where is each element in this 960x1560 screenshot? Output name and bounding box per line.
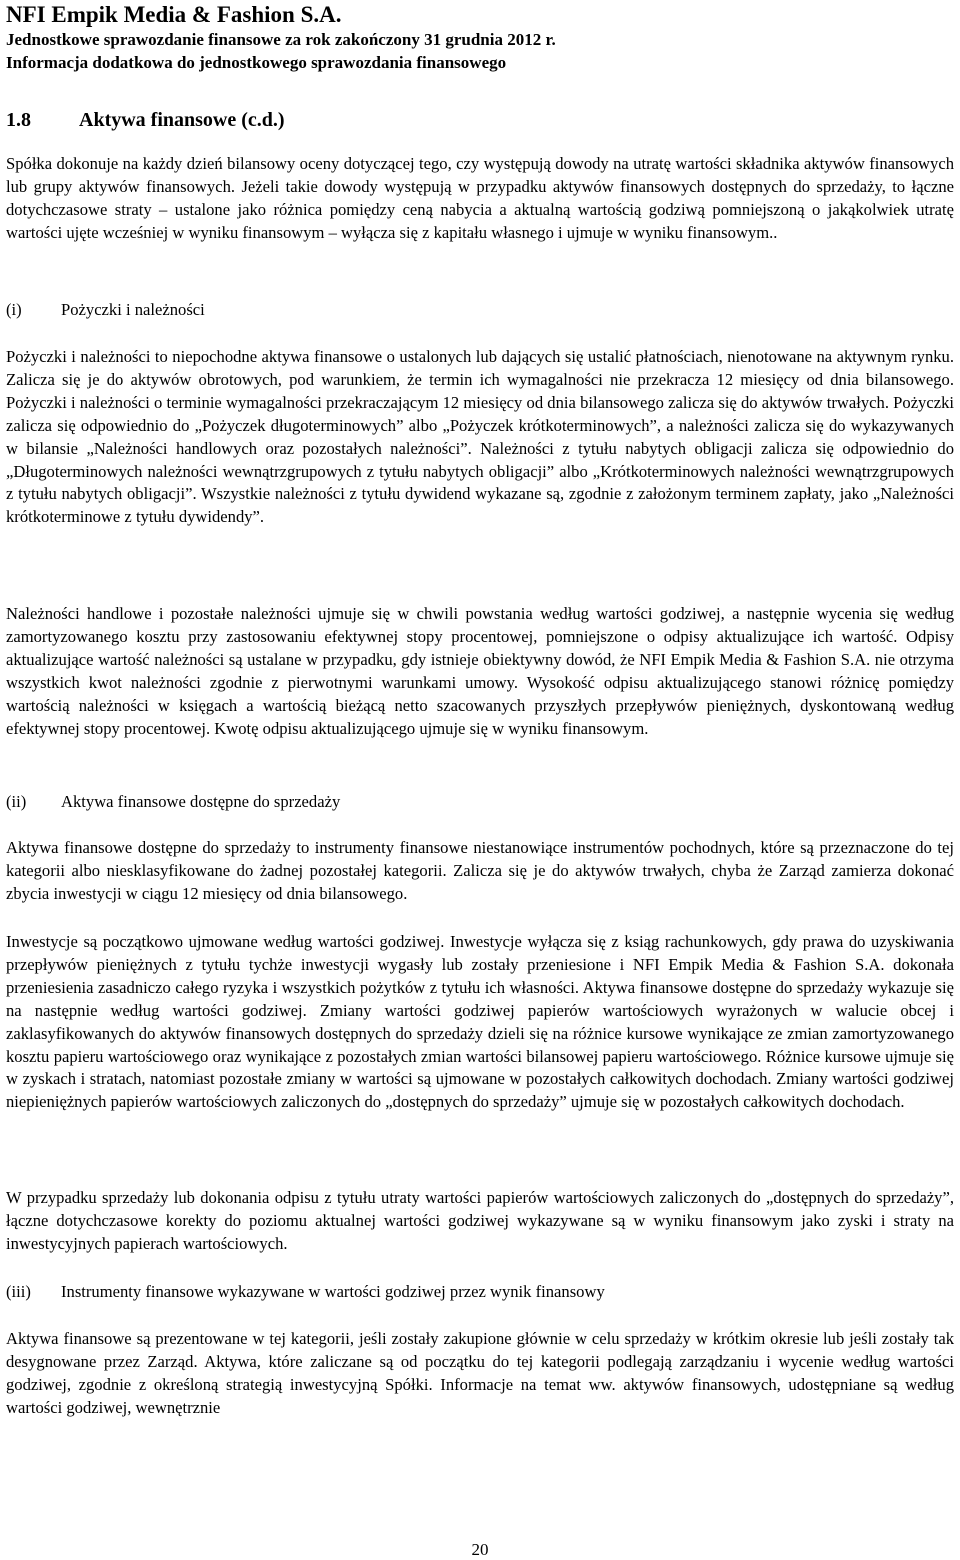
paragraph-fvtpl-1: Aktywa finansowe są prezentowane w tej kategorii, jeśli zostały zakupione głównie w celu sprzedaży w krótkim okresie lub jeśli zostały tak desygnowane przez Zarząd. Aktywa, które zaliczane są od początku do tej kategorii podlegają zarządzaniu i wycenie według wartości godziwej, zgodnie z określoną strategią inwestycyjną Spółki. Informacje na temat ww. aktywów finansowych, udostępniane są według wartości godziwej, wewnętrznie: [6, 1329, 954, 1417]
paragraph-loans-1: Pożyczki i należności to niepochodne aktywa finansowe o ustalonych lub dających się ustalić płatnościach, nienotowane na aktywnym rynku. Zalicza się je do aktywów obrotowych, pod warunkiem, że termin ich wymagalności nie przekracza 12 miesięcy od dnia bilansowego. Pożyczki i należności o terminie wymagalności przekraczającym 12 miesięcy od dnia bilansowego zalicza się do aktywów trwałych. Pożyczki zalicza się odpowiednio do „Pożyczek długoterminowych” albo „Pożyczek krótkoterminowych”, a należności zalicza się do wykazywanych w bilansie „Należności handlowych oraz pozostałych należności”. Należności z tytułu nabytych obligacji zalicza się odpowiednio do „Długoterminowych należności wewnątrzgrupowych z tytułu nabytych obligacji” albo „Krótkoterminowych należności wewnątrzgrupowych z tytułu nabytych obligacji”. Wszystkie należności z tytułu dywidend wykazane są, zgodnie z założonym terminem zapłaty, jako „Należności krótkoterminowe z tytułu dywidendy”.: [6, 347, 954, 527]
fvtpl-paragraph-1: [6, 1328, 954, 1420]
intro-paragraph: [6, 153, 954, 245]
report-title: Jednostkowe sprawozdanie finansowe za rok zakończony 31 grudnia 2012 r.: [6, 30, 556, 49]
paragraph-afs-2: Inwestycje są początkowo ujmowane według wartości godziwej. Inwestycje wyłącza się z ksiąg rachunkowych, gdy prawa do uzyskiwania przepływów pieniężnych z tytułu tychże inwestycji wygasły lub zostały przeniesione i NFI Empik Media & Fashion S.A. dokonała przeniesienia zasadniczo całego ryzyka i wszystkich pożytków z tytułu ich własności. Aktywa finansowe dostępne do sprzedaży wykazuje się na następnie według wartości godziwej. Zmiany wartości godziwej papierów wartościowych wyrażonych w walucie obcej i zaklasyfikowanych do aktywów finansowych dostępnych do sprzedaży dzieli się na różnice kursowe wynikające ze zmian zamortyzowanego kosztu papieru wartościowego oraz wynikające z pozostałych zmian wartości bilansowej papieru wartościowego. Różnice kursowe ujmuje się w zyskach i stratach, natomiast pozostałe zmiany w wartości są ujmowane w pozostałych całkowitych dochodach. Zmiany wartości godziwej niepieniężnych papierów wartościowych zaliczonych do „dostępnych do sprzedaży” ujmuje się w pozostałych całkowitych dochodach.: [6, 932, 954, 1112]
company-name: NFI Empik Media & Fashion S.A.: [6, 2, 342, 27]
section-header: Informacja dodatkowa do jednostkowego sprawozdania finansowego: [6, 53, 507, 72]
subsection-ii-title: Aktywa finansowe dostępne do sprzedaży: [61, 792, 341, 811]
paragraph-loans-2: Należności handlowe i pozostałe należności ujmuje się w chwili powstania według wartości godziwej, a następnie wycenia się według zamortyzowanego kosztu przy zastosowaniu efektywnej stopy procentowej, pomniejszone o odpisy aktualizujące ich wartość. Odpisy aktualizujące wartość należności są ustalane w przypadku, gdy istnieje obiektywny dowód, że NFI Empik Media & Fashion S.A. nie otrzyma wszystkich kwot należności zgodnie z pierwotnymi warunkami umowy. Wysokość odpisu aktualizującego stanowi różnicę pomiędzy wartością należności w księgach a wartością bieżącą netto szacowanych przyszłych przepływów pieniężnych, dyskontowaną według efektywnej stopy procentowej. Kwotę odpisu aktualizującego ujmuje się w wyniku finansowym.: [6, 604, 954, 738]
paragraph-afs-3: W przypadku sprzedaży lub dokonania odpisu z tytułu utraty wartości papierów wartościowych zaliczonych do „dostępnych do sprzedaży”, łączne dotychczasowe korekty do poziomu aktualnej wartości godziwej wykazywane są w wyniku finansowym jako zyski i straty na inwestycyjnych papierach wartościowych.: [6, 1188, 954, 1253]
paragraph-intro: Spółka dokonuje na każdy dzień bilansowy oceny dotyczącej tego, czy występują dowody na utratę wartości składnika aktywów finansowych lub grupy aktywów finansowych. Jeżeli takie dowody występują w przypadku aktywów finansowych dostępnych do sprzedaży, to łączne dotychczasowe straty – ustalone jako różnica pomiędzy ceną nabycia a aktualną wartością godziwą pomniejszoną o jakąkolwiek utratę wartości ujęte wcześniej w wyniku finansowym – wyłącza się z kapitału własnego i ujmuje w wyniku finansowym..: [6, 154, 954, 242]
afs-paragraph-1: [6, 837, 954, 906]
subsection-ii-heading: [6, 791, 340, 814]
subsection-i-title: Pożyczki i należności: [61, 300, 205, 319]
subsection-iii-title: Instrumenty finansowe wykazywane w wartości godziwej przez wynik finansowy: [61, 1282, 605, 1301]
subsection-ii-number: (ii): [6, 792, 27, 811]
page-number: 20: [471, 1540, 489, 1559]
loans-paragraph-1: [6, 346, 954, 529]
loans-paragraph-2: [6, 603, 954, 740]
subsection-iii-number: (iii): [6, 1282, 31, 1301]
subsection-i-number: (i): [6, 300, 22, 319]
section-heading-text: Aktywa finansowe (c.d.): [79, 109, 285, 131]
afs-paragraph-2: [6, 931, 954, 1114]
section-number: 1.8: [6, 109, 31, 131]
section-heading: [6, 108, 285, 132]
subsection-iii-heading: [6, 1281, 605, 1304]
afs-paragraph-3: [6, 1187, 954, 1256]
paragraph-afs-1: Aktywa finansowe dostępne do sprzedaży to instrumenty finansowe niestanowiące instrumentów pochodnych, które są przeznaczone do tej kategorii albo niesklasyfikowane do żadnej pozostałej kategorii. Zalicza się je do aktywów trwałych, chyba że Zarząd zamierza dokonać zbycia inwestycji w ciągu 12 miesięcy od dnia bilansowego.: [6, 838, 954, 903]
document-page: [6, 0, 954, 1417]
subsection-i-heading: [6, 299, 205, 322]
